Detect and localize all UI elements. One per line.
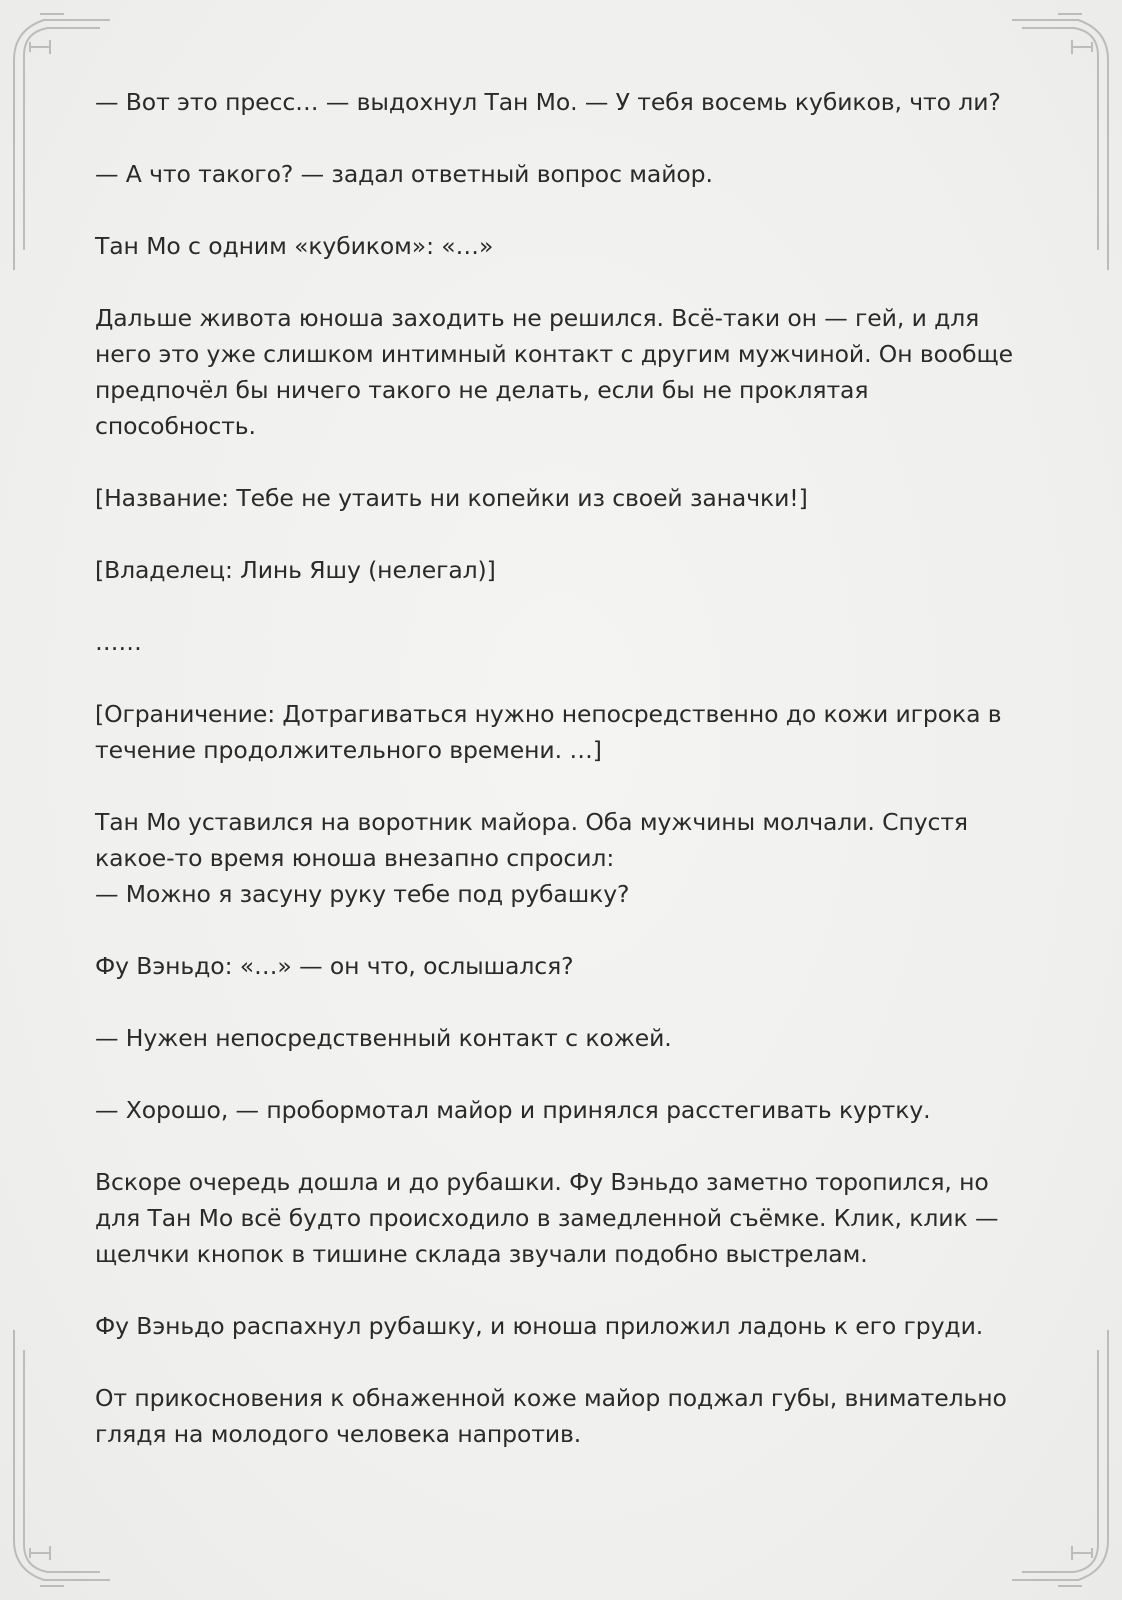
text-line: [Владелец: Линь Яшу (нелегал)]: [95, 556, 496, 584]
text-line: предпочёл бы ничего такого не делать, если бы не проклятая: [95, 376, 869, 404]
text-line: Дальше живота юноша заходить не решился. Всё-таки он — гей, и для: [95, 304, 980, 332]
text-line: способность.: [95, 412, 256, 440]
paragraph: [95, 804, 1025, 912]
text-line: От прикосновения к обнаженной коже майор поджал губы, внимательно: [95, 1384, 1007, 1412]
corner-ornament-bottom-right: [1012, 1330, 1108, 1586]
text-line: ……: [95, 628, 142, 656]
paragraph: [95, 1308, 1025, 1344]
text-line: Вскоре очередь дошла и до рубашки. Фу Вэньдо заметно торопился, но: [95, 1168, 989, 1196]
paragraph: [95, 624, 1025, 660]
paragraph: [95, 84, 1025, 120]
text-line: [Название: Тебе не утаить ни копейки из своей заначки!]: [95, 484, 808, 512]
text-line: [Ограничение: Дотрагиваться нужно непосредственно до кожи игрока в: [95, 700, 1002, 728]
corner-ornament-top-right: [1012, 14, 1108, 270]
text-line: — Нужен непосредственный контакт с кожей.: [95, 1024, 672, 1052]
text-line: — Вот это пресс… — выдохнул Тан Мо. — У тебя восемь кубиков, что ли?: [95, 88, 1001, 116]
text-line: какое-то время юноша внезапно спросил:: [95, 844, 615, 872]
text-line: Фу Вэньдо: «…» — он что, ослышался?: [95, 952, 574, 980]
document-body: [95, 84, 1025, 1488]
paragraph: [95, 696, 1025, 768]
text-line: — А что такого? — задал ответный вопрос майор.: [95, 160, 713, 188]
paragraph: [95, 228, 1025, 264]
text-line: Тан Мо с одним «кубиком»: «…»: [95, 232, 494, 260]
paragraph: [95, 1380, 1025, 1452]
paragraph: [95, 1020, 1025, 1056]
text-line: Тан Мо уставился на воротник майора. Оба мужчины молчали. Спустя: [95, 808, 968, 836]
paragraph: [95, 156, 1025, 192]
paragraph: [95, 948, 1025, 984]
text-line: — Хорошо, — пробормотал майор и принялся расстегивать куртку.: [95, 1096, 931, 1124]
text-line: щелчки кнопок в тишине склада звучали подобно выстрелам.: [95, 1240, 868, 1268]
paragraph: [95, 1164, 1025, 1272]
text-line: глядя на молодого человека напротив.: [95, 1420, 582, 1448]
text-line: — Можно я засуну руку тебе под рубашку?: [95, 880, 630, 908]
paragraph: [95, 1092, 1025, 1128]
paragraph: [95, 552, 1025, 588]
paragraph: [95, 480, 1025, 516]
text-line: для Тан Мо всё будто происходило в замедленной съёмке. Клик, клик —: [95, 1204, 999, 1232]
text-line: Фу Вэньдо распахнул рубашку, и юноша приложил ладонь к его груди.: [95, 1312, 984, 1340]
text-line: него это уже слишком интимный контакт с другим мужчиной. Он вообще: [95, 340, 1013, 368]
text-line: течение продолжительного времени. …]: [95, 736, 602, 764]
paragraph: [95, 300, 1025, 444]
